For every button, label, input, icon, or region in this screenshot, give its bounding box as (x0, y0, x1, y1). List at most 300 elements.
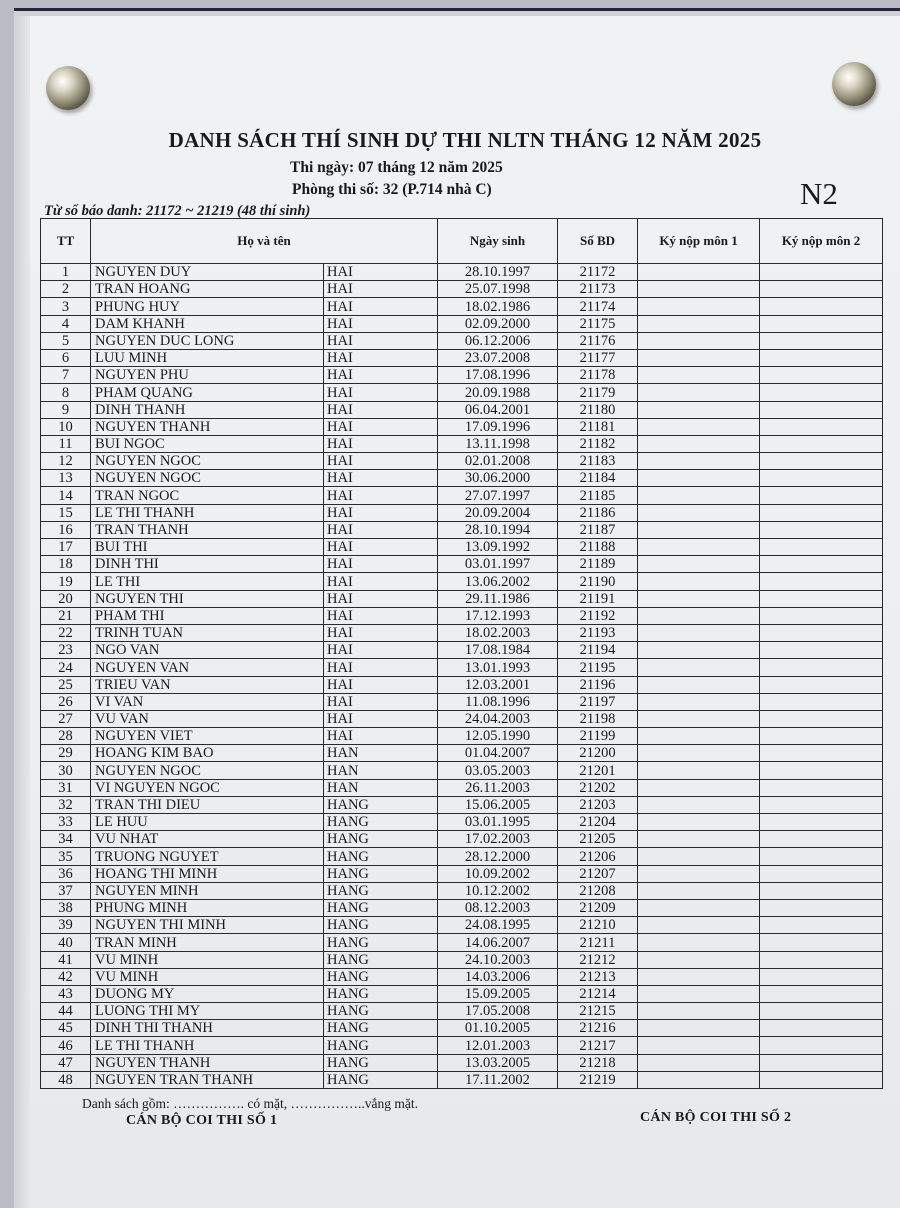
cell-sign2[interactable] (760, 539, 883, 556)
cell-sign1[interactable] (638, 814, 760, 831)
cell-sign2[interactable] (760, 951, 883, 968)
cell-sign2[interactable] (760, 814, 883, 831)
cell-surname: NGUYEN THANH (91, 418, 324, 435)
cell-sign2[interactable] (760, 899, 883, 916)
cell-sign2[interactable] (760, 676, 883, 693)
cell-surname: NGUYEN TRAN THANH (91, 1071, 324, 1088)
cell-sbd: 21190 (558, 573, 638, 590)
cell-sbd: 21213 (558, 968, 638, 985)
cell-sign2[interactable] (760, 934, 883, 951)
cell-sbd: 21198 (558, 710, 638, 727)
cell-sign2[interactable] (760, 693, 883, 710)
cell-sign2[interactable] (760, 590, 883, 607)
cell-dob: 28.12.2000 (438, 848, 558, 865)
cell-dob: 18.02.2003 (438, 624, 558, 641)
cell-sign2[interactable] (760, 367, 883, 384)
cell-sign2[interactable] (760, 315, 883, 332)
table-row (41, 693, 883, 710)
table-row (41, 349, 883, 366)
cell-sbd: 21188 (558, 539, 638, 556)
table-row (41, 882, 883, 899)
cell-surname: DINH THI THANH (91, 1020, 324, 1037)
cell-sign1[interactable] (638, 264, 760, 281)
cell-given-name: HAI (324, 315, 438, 332)
cell-sign2[interactable] (760, 349, 883, 366)
cell-sign1[interactable] (638, 504, 760, 521)
cell-sign1[interactable] (638, 487, 760, 504)
cell-surname: DINH THI (91, 556, 324, 573)
cell-tt: 45 (41, 1020, 91, 1037)
cell-sign1[interactable] (638, 831, 760, 848)
cell-sign2[interactable] (760, 521, 883, 538)
cell-tt: 37 (41, 882, 91, 899)
cell-sign2[interactable] (760, 1003, 883, 1020)
cell-surname: NGUYEN NGOC (91, 762, 324, 779)
cell-surname: TRAN THANH (91, 521, 324, 538)
cell-sbd: 21180 (558, 401, 638, 418)
cell-sbd: 21177 (558, 349, 638, 366)
cell-sign1[interactable] (638, 762, 760, 779)
cell-dob: 24.10.2003 (438, 951, 558, 968)
cell-surname: VI NGUYEN NGOC (91, 779, 324, 796)
cell-dob: 17.09.1996 (438, 418, 558, 435)
cell-sign2[interactable] (760, 1054, 883, 1071)
cell-sign2[interactable] (760, 1037, 883, 1054)
table-row (41, 745, 883, 762)
cell-tt: 16 (41, 521, 91, 538)
cell-sign1[interactable] (638, 779, 760, 796)
cell-sign1[interactable] (638, 539, 760, 556)
cell-sign2[interactable] (760, 607, 883, 624)
cell-sbd: 21181 (558, 418, 638, 435)
table-row (41, 264, 883, 281)
table-row (41, 281, 883, 298)
cell-sbd: 21185 (558, 487, 638, 504)
cell-sbd: 21183 (558, 453, 638, 470)
cell-tt: 5 (41, 332, 91, 349)
cell-sign1[interactable] (638, 332, 760, 349)
table-row (41, 504, 883, 521)
cell-surname: VU VAN (91, 710, 324, 727)
cell-sign2[interactable] (760, 917, 883, 934)
cell-tt: 31 (41, 779, 91, 796)
cell-given-name: HANG (324, 1071, 438, 1088)
cell-dob: 13.06.2002 (438, 573, 558, 590)
cell-given-name: HAI (324, 470, 438, 487)
cell-given-name: HAI (324, 573, 438, 590)
table-row (41, 1037, 883, 1054)
cell-surname: LUU MINH (91, 349, 324, 366)
cell-tt: 44 (41, 1003, 91, 1020)
table-row (41, 642, 883, 659)
cell-given-name: HAI (324, 487, 438, 504)
cell-surname: NGUYEN VIET (91, 728, 324, 745)
cell-dob: 13.09.1992 (438, 539, 558, 556)
cell-surname: TRUONG NGUYET (91, 848, 324, 865)
cell-dob: 13.03.2005 (438, 1054, 558, 1071)
cell-sign2[interactable] (760, 453, 883, 470)
cell-sign1[interactable] (638, 899, 760, 916)
table-row (41, 367, 883, 384)
header-sbd: Số BD (558, 219, 638, 264)
cell-sign1[interactable] (638, 676, 760, 693)
cell-sign1[interactable] (638, 1020, 760, 1037)
table-row (41, 814, 883, 831)
cell-sign2[interactable] (760, 728, 883, 745)
cell-dob: 02.09.2000 (438, 315, 558, 332)
cell-sign1[interactable] (638, 728, 760, 745)
cell-dob: 03.05.2003 (438, 762, 558, 779)
cell-tt: 27 (41, 710, 91, 727)
cell-sbd: 21204 (558, 814, 638, 831)
cell-sign1[interactable] (638, 1054, 760, 1071)
cell-sign1[interactable] (638, 659, 760, 676)
table-row (41, 418, 883, 435)
cell-given-name: HANG (324, 1037, 438, 1054)
cell-sbd: 21219 (558, 1071, 638, 1088)
cell-tt: 30 (41, 762, 91, 779)
cell-dob: 03.01.1995 (438, 814, 558, 831)
cell-surname: PHAM THI (91, 607, 324, 624)
cell-given-name: HANG (324, 968, 438, 985)
table-row (41, 659, 883, 676)
cell-dob: 01.10.2005 (438, 1020, 558, 1037)
room-code: N2 (800, 176, 838, 211)
cell-sign1[interactable] (638, 745, 760, 762)
cell-sbd: 21211 (558, 934, 638, 951)
pushpin-left-icon (46, 66, 90, 110)
cell-given-name: HANG (324, 1020, 438, 1037)
cell-tt: 1 (41, 264, 91, 281)
cell-sign1[interactable] (638, 607, 760, 624)
cell-surname: NGUYEN THI (91, 590, 324, 607)
cell-dob: 29.11.1986 (438, 590, 558, 607)
cell-sign1[interactable] (638, 349, 760, 366)
cell-surname: BUI NGOC (91, 435, 324, 452)
cell-given-name: HAI (324, 418, 438, 435)
cell-tt: 4 (41, 315, 91, 332)
cell-given-name: HANG (324, 814, 438, 831)
table-row (41, 401, 883, 418)
cell-sign2[interactable] (760, 281, 883, 298)
cell-sign1[interactable] (638, 642, 760, 659)
cell-sign2[interactable] (760, 779, 883, 796)
cell-tt: 33 (41, 814, 91, 831)
cell-given-name: HAI (324, 264, 438, 281)
cell-dob: 17.11.2002 (438, 1071, 558, 1088)
cell-sign2[interactable] (760, 865, 883, 882)
paper-edge (14, 8, 30, 1208)
cell-dob: 08.12.2003 (438, 899, 558, 916)
cell-surname: LUONG THI MY (91, 1003, 324, 1020)
cell-surname: LE THI THANH (91, 504, 324, 521)
cell-sign1[interactable] (638, 298, 760, 315)
table-body (41, 264, 883, 1089)
cell-given-name: HAI (324, 281, 438, 298)
cell-sign2[interactable] (760, 642, 883, 659)
cell-dob: 15.09.2005 (438, 985, 558, 1002)
cell-given-name: HAN (324, 779, 438, 796)
cell-sign1[interactable] (638, 934, 760, 951)
table-row (41, 332, 883, 349)
cell-sign2[interactable] (760, 401, 883, 418)
cell-sign1[interactable] (638, 865, 760, 882)
cell-sign2[interactable] (760, 556, 883, 573)
cell-surname: LE THI THANH (91, 1037, 324, 1054)
cell-dob: 06.04.2001 (438, 401, 558, 418)
table-row (41, 607, 883, 624)
cell-given-name: HANG (324, 796, 438, 813)
cell-sbd: 21197 (558, 693, 638, 710)
cell-given-name: HANG (324, 934, 438, 951)
cell-sign1[interactable] (638, 693, 760, 710)
header-sign1: Ký nộp môn 1 (638, 219, 760, 264)
header-name: Họ và tên (91, 219, 438, 264)
cell-given-name: HANG (324, 882, 438, 899)
cell-tt: 22 (41, 624, 91, 641)
cell-given-name: HAI (324, 556, 438, 573)
cell-sign2[interactable] (760, 762, 883, 779)
cell-sbd: 21184 (558, 470, 638, 487)
cell-sign1[interactable] (638, 848, 760, 865)
cell-tt: 23 (41, 642, 91, 659)
cell-sbd: 21206 (558, 848, 638, 865)
cell-surname: TRAN THI DIEU (91, 796, 324, 813)
cell-sign2[interactable] (760, 435, 883, 452)
cell-dob: 13.01.1993 (438, 659, 558, 676)
cell-sbd: 21207 (558, 865, 638, 882)
cell-dob: 13.11.1998 (438, 435, 558, 452)
cell-sign1[interactable] (638, 573, 760, 590)
table-row (41, 779, 883, 796)
table-row (41, 435, 883, 452)
cell-sign2[interactable] (760, 384, 883, 401)
header-dob: Ngày sinh (438, 219, 558, 264)
cell-sign2[interactable] (760, 470, 883, 487)
cell-sign1[interactable] (638, 470, 760, 487)
cell-given-name: HAI (324, 367, 438, 384)
cell-tt: 43 (41, 985, 91, 1002)
table-row (41, 298, 883, 315)
cell-surname: PHUNG MINH (91, 899, 324, 916)
cell-sbd: 21176 (558, 332, 638, 349)
cell-surname: NGUYEN THI MINH (91, 917, 324, 934)
cell-sbd: 21212 (558, 951, 638, 968)
header-sign2: Ký nộp môn 2 (760, 219, 883, 264)
cell-tt: 28 (41, 728, 91, 745)
cell-given-name: HAN (324, 745, 438, 762)
cell-sign1[interactable] (638, 556, 760, 573)
cell-sign1[interactable] (638, 590, 760, 607)
cell-tt: 26 (41, 693, 91, 710)
cell-given-name: HAI (324, 298, 438, 315)
cell-sign2[interactable] (760, 418, 883, 435)
cell-dob: 28.10.1994 (438, 521, 558, 538)
cell-dob: 11.08.1996 (438, 693, 558, 710)
cell-sign2[interactable] (760, 487, 883, 504)
cell-surname: TRINH TUAN (91, 624, 324, 641)
cell-surname: TRAN MINH (91, 934, 324, 951)
cell-sign1[interactable] (638, 401, 760, 418)
table-row (41, 556, 883, 573)
cell-given-name: HAI (324, 504, 438, 521)
cell-sign1[interactable] (638, 1037, 760, 1054)
cell-tt: 10 (41, 418, 91, 435)
cell-dob: 17.05.2008 (438, 1003, 558, 1020)
table-row (41, 1071, 883, 1088)
cell-given-name: HAI (324, 332, 438, 349)
cell-sign2[interactable] (760, 298, 883, 315)
cell-dob: 14.03.2006 (438, 968, 558, 985)
cell-dob: 27.07.1997 (438, 487, 558, 504)
cell-sign2[interactable] (760, 745, 883, 762)
cell-sign2[interactable] (760, 848, 883, 865)
cell-sign2[interactable] (760, 968, 883, 985)
table-row (41, 968, 883, 985)
cell-sign1[interactable] (638, 968, 760, 985)
attendance-summary: Danh sách gồm: ……………. có mặt, ……………..vắng mặt. (82, 1096, 418, 1111)
cell-sbd: 21201 (558, 762, 638, 779)
cell-sign2[interactable] (760, 1071, 883, 1088)
cell-given-name: HANG (324, 917, 438, 934)
cell-sign1[interactable] (638, 521, 760, 538)
table-row (41, 1020, 883, 1037)
cell-tt: 21 (41, 607, 91, 624)
cell-sbd: 21194 (558, 642, 638, 659)
cell-sign1[interactable] (638, 1071, 760, 1088)
cell-sbd: 21193 (558, 624, 638, 641)
cell-sign1[interactable] (638, 453, 760, 470)
cell-given-name: HANG (324, 899, 438, 916)
cell-sign2[interactable] (760, 796, 883, 813)
cell-sign2[interactable] (760, 985, 883, 1002)
cell-sign1[interactable] (638, 315, 760, 332)
cell-tt: 6 (41, 349, 91, 366)
cell-tt: 41 (41, 951, 91, 968)
candidate-table (40, 218, 883, 1089)
cell-sign1[interactable] (638, 917, 760, 934)
cell-dob: 20.09.1988 (438, 384, 558, 401)
cell-sbd: 21189 (558, 556, 638, 573)
cell-sign1[interactable] (638, 710, 760, 727)
table-row (41, 487, 883, 504)
cell-dob: 18.02.1986 (438, 298, 558, 315)
cell-tt: 20 (41, 590, 91, 607)
cell-sign1[interactable] (638, 435, 760, 452)
cell-sign2[interactable] (760, 1020, 883, 1037)
cell-sbd: 21202 (558, 779, 638, 796)
cell-sbd: 21178 (558, 367, 638, 384)
cell-surname: PHUNG HUY (91, 298, 324, 315)
cell-sign2[interactable] (760, 504, 883, 521)
cell-sbd: 21172 (558, 264, 638, 281)
cell-sign1[interactable] (638, 951, 760, 968)
cell-sbd: 21196 (558, 676, 638, 693)
cell-sbd: 21195 (558, 659, 638, 676)
candidate-range: Từ số báo danh: 21172 ~ 21219 (48 thí sinh) (44, 203, 311, 219)
cell-given-name: HAI (324, 539, 438, 556)
cell-surname: DUONG MY (91, 985, 324, 1002)
cell-tt: 32 (41, 796, 91, 813)
cell-given-name: HAI (324, 607, 438, 624)
cell-surname: VU MINH (91, 951, 324, 968)
cell-sign2[interactable] (760, 882, 883, 899)
cell-tt: 42 (41, 968, 91, 985)
cell-sbd: 21203 (558, 796, 638, 813)
cell-dob: 25.07.1998 (438, 281, 558, 298)
cell-sbd: 21205 (558, 831, 638, 848)
cell-sign2[interactable] (760, 710, 883, 727)
cell-surname: NGUYEN VAN (91, 659, 324, 676)
cell-dob: 17.08.1984 (438, 642, 558, 659)
table-row (41, 1003, 883, 1020)
table-row (41, 315, 883, 332)
cell-sbd: 21216 (558, 1020, 638, 1037)
cell-dob: 12.05.1990 (438, 728, 558, 745)
cell-surname: PHAM QUANG (91, 384, 324, 401)
cell-sbd: 21215 (558, 1003, 638, 1020)
cell-dob: 17.08.1996 (438, 367, 558, 384)
cell-surname: NGUYEN DUC LONG (91, 332, 324, 349)
cell-sign1[interactable] (638, 418, 760, 435)
cell-sign1[interactable] (638, 367, 760, 384)
cell-sign2[interactable] (760, 831, 883, 848)
board-top-edge (14, 8, 900, 16)
cell-sign2[interactable] (760, 659, 883, 676)
cell-sign2[interactable] (760, 573, 883, 590)
cell-sign1[interactable] (638, 796, 760, 813)
cell-tt: 13 (41, 470, 91, 487)
cell-given-name: HAI (324, 435, 438, 452)
proctor-2-label: CÁN BỘ COI THI SỐ 2 (640, 1110, 792, 1125)
cell-tt: 46 (41, 1037, 91, 1054)
cell-given-name: HAN (324, 762, 438, 779)
header-tt: TT (41, 219, 91, 264)
cell-given-name: HANG (324, 951, 438, 968)
cell-dob: 01.04.2007 (438, 745, 558, 762)
cell-sign1[interactable] (638, 281, 760, 298)
cell-dob: 02.01.2008 (438, 453, 558, 470)
cell-tt: 14 (41, 487, 91, 504)
cell-sign1[interactable] (638, 882, 760, 899)
cell-sign2[interactable] (760, 624, 883, 641)
cell-sbd: 21186 (558, 504, 638, 521)
cell-sign2[interactable] (760, 264, 883, 281)
cell-tt: 2 (41, 281, 91, 298)
cell-sign1[interactable] (638, 985, 760, 1002)
table-row (41, 951, 883, 968)
cell-given-name: HANG (324, 1054, 438, 1071)
cell-sign2[interactable] (760, 332, 883, 349)
cell-sign1[interactable] (638, 384, 760, 401)
cell-surname: VI VAN (91, 693, 324, 710)
cell-surname: NGO VAN (91, 642, 324, 659)
table-row (41, 728, 883, 745)
pushpin-right-icon (832, 62, 876, 106)
cell-sbd: 21208 (558, 882, 638, 899)
cell-sign1[interactable] (638, 624, 760, 641)
cell-tt: 8 (41, 384, 91, 401)
cell-tt: 35 (41, 848, 91, 865)
cell-tt: 7 (41, 367, 91, 384)
cell-given-name: HAI (324, 384, 438, 401)
cell-surname: TRAN HOANG (91, 281, 324, 298)
cell-dob: 03.01.1997 (438, 556, 558, 573)
cell-sign1[interactable] (638, 1003, 760, 1020)
cell-sbd: 21214 (558, 985, 638, 1002)
cell-surname: VU MINH (91, 968, 324, 985)
table-row (41, 539, 883, 556)
